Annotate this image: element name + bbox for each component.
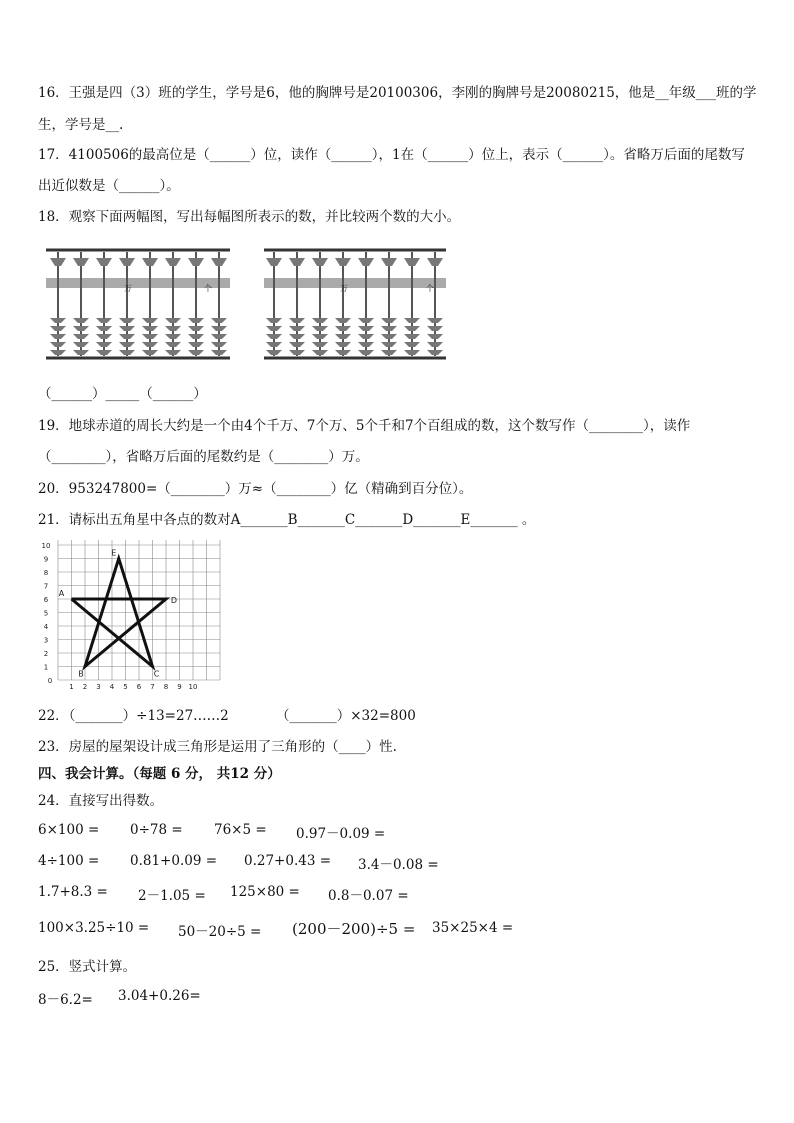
- grid-x-tick: 1: [69, 683, 74, 691]
- grid-y-tick: 2: [43, 650, 49, 658]
- q18-answer: （______）_____（______）: [38, 386, 207, 402]
- abacus-bead: [289, 334, 305, 339]
- calc-item: 2－1.05 =: [138, 888, 206, 904]
- abacus-bead: [312, 326, 328, 331]
- abacus-bead: [73, 318, 89, 323]
- calc-item: 0.81+0.09 =: [130, 853, 218, 869]
- abacus-bead: [358, 342, 374, 347]
- q17-line2: 出近似数是（______）。: [38, 178, 180, 194]
- abacus-bead: [50, 258, 66, 266]
- abacus-bead: [142, 334, 158, 339]
- abacus-bead: [119, 350, 135, 355]
- grid-y-tick: 3: [43, 636, 49, 645]
- abacus-bead: [427, 342, 443, 347]
- abacus-bead: [404, 258, 420, 266]
- q16-line2: 生，学号是__.: [38, 117, 124, 133]
- abacus-bead: [73, 342, 89, 347]
- abacus-bead: [381, 342, 397, 347]
- q19-line1: 19．地球赤道的周长大约是一个由4个千万、7个万、5个千和7个百组成的数，这个数写作（________），读作: [38, 418, 691, 434]
- abacus-bead: [381, 350, 397, 355]
- abacus-bead: [165, 342, 181, 347]
- abacus-bead: [358, 318, 374, 323]
- abacus-bead: [96, 258, 112, 266]
- abacus-bead: [165, 318, 181, 323]
- abacus-bead: [404, 326, 420, 331]
- grid-x-tick: 10: [188, 683, 198, 691]
- star-point-label: C: [153, 669, 160, 679]
- abacus-bead: [404, 318, 420, 323]
- calc-item: 3.4－0.08 =: [358, 857, 439, 873]
- star-point-label: E: [111, 548, 117, 558]
- calc-item: 1.7+8.3 =: [38, 884, 108, 900]
- abacus-bead: [96, 350, 112, 355]
- abacus-bead: [188, 334, 204, 339]
- star-grid-figure: [36, 540, 236, 696]
- calc-item: 0.8－0.07 =: [328, 888, 409, 904]
- star-point-label: D: [170, 596, 178, 605]
- abacus-bead: [211, 258, 227, 266]
- abacus-bead: [427, 350, 443, 355]
- abacus-bead: [73, 326, 89, 331]
- grid-y-tick: 8: [43, 569, 49, 577]
- abacus-bead: [335, 258, 351, 266]
- abacus-bead: [73, 334, 89, 339]
- q21-text: 21．请标出五角星中各点的数对A_______B_______C_______D_______E_______ 。: [38, 512, 536, 528]
- abacus-left-label-ge: 个: [204, 284, 212, 293]
- abacus-bead: [312, 350, 328, 355]
- abacus-bead: [381, 326, 397, 331]
- abacus-bead: [211, 350, 227, 355]
- abacus-right-label-ge: 个: [426, 284, 434, 293]
- calc-item: 6×100 =: [38, 822, 100, 838]
- abacus-bead: [358, 326, 374, 331]
- q25-title: 25．竖式计算。: [38, 959, 137, 975]
- abacus-bead: [289, 326, 305, 331]
- abacus-bead: [427, 326, 443, 331]
- abacus-bead: [427, 258, 443, 266]
- abacus-right: [262, 244, 448, 364]
- abacus-bead: [266, 350, 282, 355]
- abacus-bead: [335, 318, 351, 323]
- abacus-bead: [404, 334, 420, 339]
- abacus-bead: [96, 334, 112, 339]
- abacus-bead: [73, 350, 89, 355]
- abacus-bead: [266, 326, 282, 331]
- abacus-bead: [381, 334, 397, 339]
- abacus-bead: [266, 342, 282, 347]
- abacus-bead: [188, 350, 204, 355]
- grid-x-tick: 4: [109, 683, 115, 691]
- abacus-bead: [142, 326, 158, 331]
- abacus-bead: [381, 318, 397, 323]
- abacus-bead: [165, 258, 181, 266]
- q18-text: 18．观察下面两幅图，写出每幅图所表示的数，并比较两个数的大小。: [38, 209, 461, 225]
- grid-y-tick: 5: [43, 609, 49, 618]
- q24-title: 24．直接写出得数。: [38, 793, 164, 809]
- abacus-bead: [119, 326, 135, 331]
- calc-item: 100×3.25÷10 =: [38, 920, 150, 936]
- abacus-bead: [50, 350, 66, 355]
- abacus-bead: [188, 318, 204, 323]
- abacus-bead: [188, 342, 204, 347]
- abacus-bead: [96, 326, 112, 331]
- abacus-bead: [188, 258, 204, 266]
- abacus-bead: [312, 342, 328, 347]
- abacus-bead: [335, 326, 351, 331]
- grid-y-tick: 4: [43, 623, 49, 631]
- abacus-bead: [165, 326, 181, 331]
- grid-y-tick: 1: [43, 663, 49, 672]
- grid-x-tick: 9: [177, 683, 182, 691]
- abacus-bead: [119, 258, 135, 266]
- star-point-label: A: [58, 589, 65, 598]
- abacus-bead: [312, 318, 328, 323]
- vertical-calc-item: 8－6.2=: [38, 992, 93, 1008]
- abacus-bead: [188, 326, 204, 331]
- grid-x-tick: 5: [123, 683, 128, 691]
- calc-item: 35×25×4 =: [432, 920, 514, 936]
- abacus-bead: [312, 334, 328, 339]
- q23-text: 23．房屋的屋架设计成三角形是运用了三角形的（____）性.: [38, 739, 397, 755]
- abacus-bead: [427, 334, 443, 339]
- vertical-calc-item: 3.04+0.26=: [118, 988, 201, 1004]
- abacus-left-label-wan: 万: [124, 284, 132, 293]
- abacus-bead: [142, 350, 158, 355]
- abacus-bead: [142, 342, 158, 347]
- grid-origin-label: 0: [47, 677, 53, 685]
- calc-item: 50－20÷5 =: [178, 924, 262, 940]
- abacus-bead: [165, 350, 181, 355]
- q17-line1: 17．4100506的最高位是（______）位，读作（______），1在（______）位上，表示（______）。省略万后面的尾数写: [38, 147, 745, 163]
- abacus-bead: [358, 334, 374, 339]
- grid-y-tick: 7: [43, 582, 49, 591]
- abacus-bead: [312, 258, 328, 266]
- grid-y-tick: 9: [43, 555, 49, 564]
- abacus-bead: [404, 342, 420, 347]
- grid-x-tick: 7: [150, 683, 155, 691]
- abacus-bead: [50, 342, 66, 347]
- q22-text: 22．（_______）÷13=27……2 （_______）×32=800: [38, 708, 416, 724]
- star-point-label: B: [78, 669, 84, 679]
- abacus-bead: [266, 318, 282, 323]
- abacus-bead: [96, 318, 112, 323]
- abacus-bead: [335, 342, 351, 347]
- abacus-bead: [381, 258, 397, 266]
- calc-item: 76×5 =: [214, 822, 267, 838]
- abacus-bead: [211, 334, 227, 339]
- grid-x-tick: 3: [96, 683, 101, 691]
- abacus-bead: [165, 334, 181, 339]
- grid-x-tick: 8: [163, 683, 169, 691]
- abacus-bead: [119, 342, 135, 347]
- grid-y-tick: 6: [43, 596, 49, 604]
- abacus-bead: [211, 342, 227, 347]
- q16-line1: 16．王强是四（3）班的学生，学号是6，他的胸牌号是20100306，李刚的胸牌号是20080215，他是__年级___班的学: [38, 85, 757, 101]
- abacus-bead: [404, 350, 420, 355]
- grid-x-tick: 2: [82, 683, 88, 691]
- calc-item: 0.27+0.43 =: [244, 853, 332, 869]
- calc-item: 125×80 =: [230, 884, 300, 900]
- grid-y-tick: 10: [41, 542, 51, 550]
- calc-item: 4÷100 =: [38, 853, 100, 869]
- abacus-bead: [335, 334, 351, 339]
- abacus-bead: [142, 318, 158, 323]
- abacus-bead: [289, 318, 305, 323]
- abacus-bead: [119, 334, 135, 339]
- abacus-bead: [211, 318, 227, 323]
- abacus-bead: [358, 350, 374, 355]
- calc-item: 0.97－0.09 =: [296, 826, 386, 842]
- calc-item: 0÷78 =: [130, 822, 183, 838]
- section4-title: 四、我会计算。（每题 6 分， 共12 分）: [38, 766, 281, 782]
- abacus-right-label-wan: 万: [340, 284, 348, 293]
- abacus-bead: [73, 258, 89, 266]
- calc-item: (200－200)÷5 =: [292, 920, 416, 938]
- abacus-bead: [427, 318, 443, 323]
- grid-x-tick: 6: [136, 683, 142, 691]
- abacus-bead: [289, 342, 305, 347]
- abacus-bead: [211, 326, 227, 331]
- abacus-bead: [266, 258, 282, 266]
- abacus-bead: [50, 326, 66, 331]
- abacus-left: [44, 244, 232, 364]
- abacus-bead: [266, 334, 282, 339]
- abacus-bead: [50, 318, 66, 323]
- abacus-bead: [335, 350, 351, 355]
- abacus-bead: [142, 258, 158, 266]
- abacus-bead: [96, 342, 112, 347]
- q20-text: 20．953247800=（________）万≈（________）亿（精确到百分位）。: [38, 481, 473, 497]
- abacus-bead: [289, 258, 305, 266]
- abacus-bead: [289, 350, 305, 355]
- q19-line2: （________），省略万后面的尾数约是（________）万。: [38, 449, 369, 465]
- abacus-bead: [50, 334, 66, 339]
- abacus-bead: [358, 258, 374, 266]
- abacus-bead: [119, 318, 135, 323]
